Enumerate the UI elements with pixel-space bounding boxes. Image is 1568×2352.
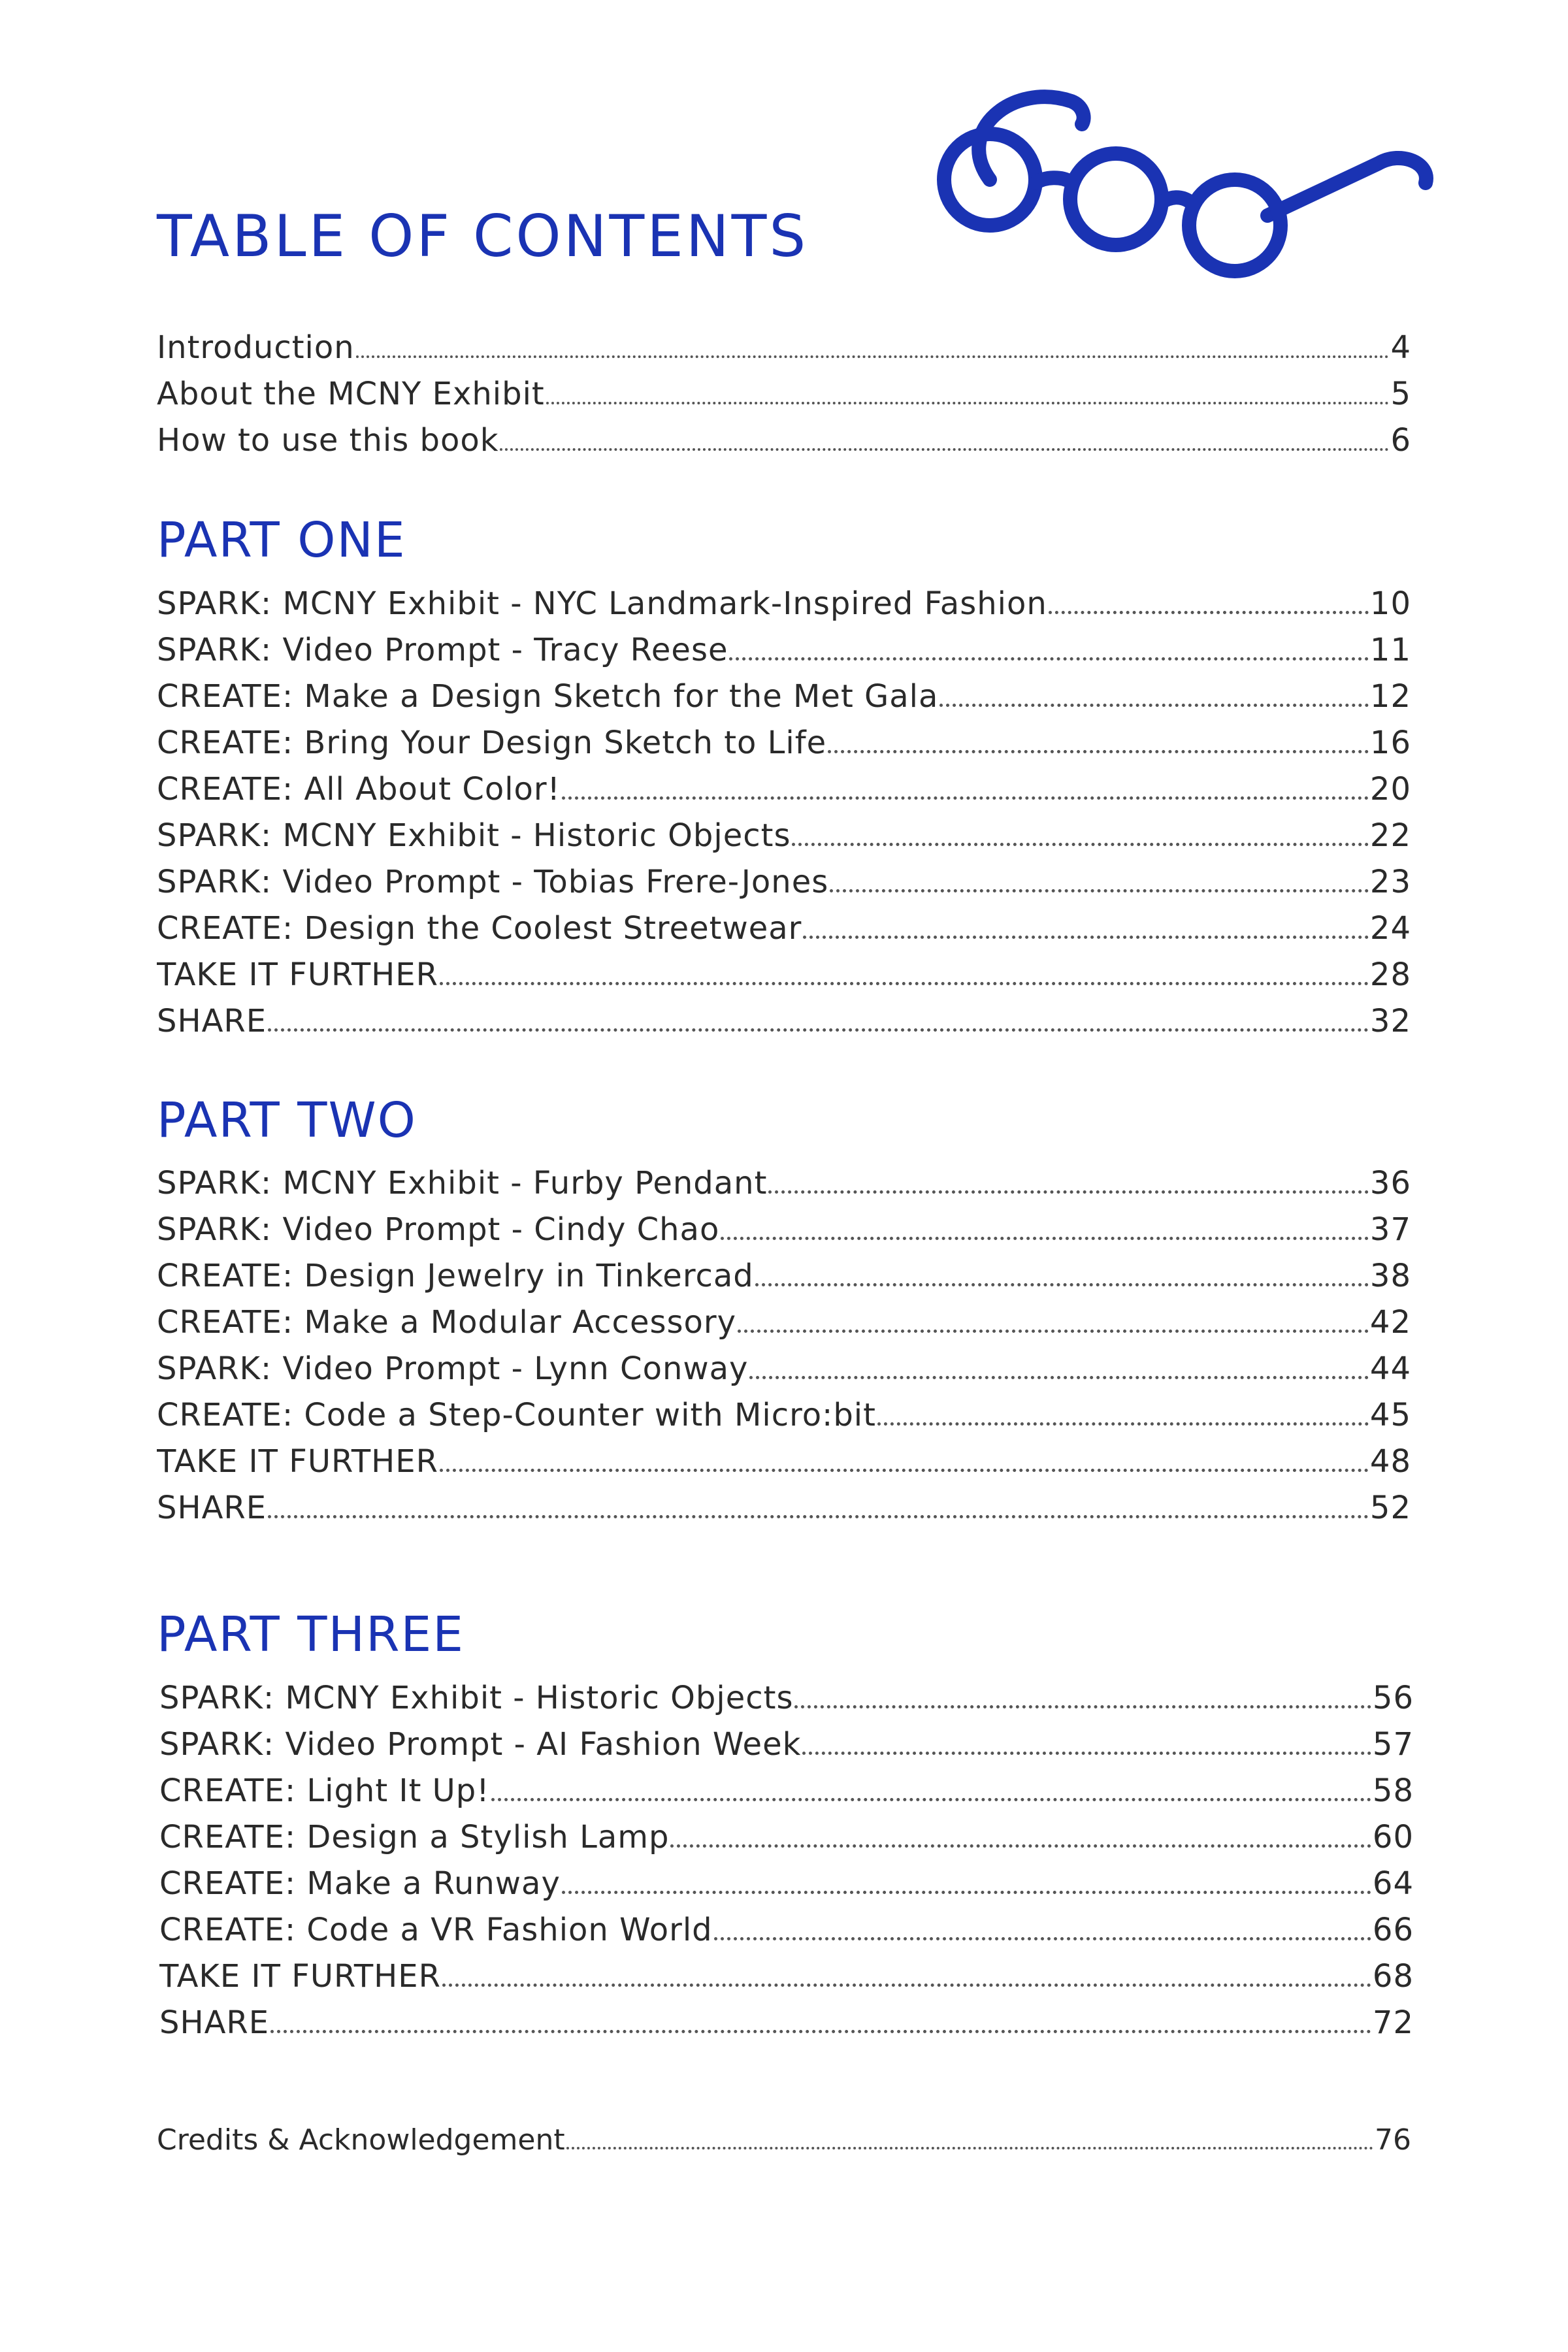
toc-entry-label: CREATE: Light It Up! — [159, 1772, 490, 1809]
toc-entry-page: 45 — [1369, 1397, 1411, 1433]
toc-entry-label: How to use this book — [157, 422, 499, 459]
toc-entry-page: 5 — [1390, 376, 1411, 412]
dotted-leader — [442, 1974, 1371, 1987]
front-matter-list — [157, 329, 1411, 468]
section-heading-part-three: PART THREE — [157, 1607, 465, 1663]
dotted-leader — [491, 1789, 1371, 1801]
toc-entry-page: 42 — [1369, 1304, 1411, 1341]
dotted-leader — [755, 1274, 1369, 1286]
dotted-leader — [768, 1181, 1369, 1194]
dotted-leader — [546, 393, 1390, 404]
toc-entry-label: SPARK: MCNY Exhibit - Historic Objects — [159, 1680, 794, 1716]
page-title: TABLE OF CONTENTS — [157, 203, 809, 270]
toc-entry-label: Credits & Acknowledgement — [157, 2123, 565, 2157]
toc-entry-page: 38 — [1369, 1258, 1411, 1294]
toc-entry[interactable] — [157, 376, 1411, 422]
toc-entry[interactable] — [159, 1958, 1414, 2004]
toc-entry[interactable] — [157, 422, 1411, 468]
toc-entry[interactable] — [157, 329, 1411, 376]
toc-entry-label: CREATE: Make a Runway — [159, 1865, 561, 1902]
toc-entry-label: CREATE: Design a Stylish Lamp — [159, 1819, 670, 1855]
toc-entry[interactable] — [157, 632, 1411, 678]
toc-entry[interactable] — [157, 817, 1411, 864]
toc-entry-label: SHARE — [157, 1490, 267, 1526]
dotted-leader — [738, 1320, 1369, 1333]
toc-entry[interactable] — [159, 1680, 1414, 1726]
toc-entry[interactable] — [159, 1912, 1414, 1958]
toc-entry-page: 10 — [1369, 585, 1411, 622]
part-two-list — [157, 1165, 1411, 1536]
toc-entry-page: 66 — [1372, 1912, 1414, 1948]
toc-entry-page: 23 — [1369, 864, 1411, 900]
toc-entry[interactable] — [157, 1258, 1411, 1304]
dotted-leader — [268, 1506, 1369, 1518]
toc-entry-page: 52 — [1369, 1490, 1411, 1526]
dotted-leader — [440, 1460, 1369, 1472]
toc-entry-page: 28 — [1369, 956, 1411, 993]
toc-entry-page: 68 — [1372, 1958, 1414, 1995]
dotted-leader — [670, 1835, 1371, 1848]
dotted-leader — [803, 926, 1369, 939]
toc-entry-label: SHARE — [157, 1003, 267, 1039]
dotted-leader — [939, 694, 1369, 707]
toc-entry-label: SPARK: Video Prompt - Lynn Conway — [157, 1350, 749, 1387]
toc-entry[interactable] — [157, 1443, 1411, 1490]
toc-entry-label: About the MCNY Exhibit — [157, 376, 545, 412]
toc-entry-page: 64 — [1372, 1865, 1414, 1902]
dotted-leader — [566, 2138, 1373, 2149]
toc-entry-label: TAKE IT FURTHER — [159, 1958, 441, 1995]
toc-entry-label: CREATE: Make a Design Sketch for the Met Gala — [157, 678, 939, 715]
toc-entry-label: CREATE: Bring Your Design Sketch to Life — [157, 725, 827, 761]
dotted-leader — [714, 1928, 1371, 1940]
toc-entry-page: 32 — [1369, 1003, 1411, 1039]
toc-entry-page: 60 — [1372, 1819, 1414, 1855]
round-eyeglasses-icon — [915, 85, 1437, 301]
section-heading-part-one: PART ONE — [157, 512, 406, 568]
toc-entry[interactable] — [157, 725, 1411, 771]
dotted-leader — [749, 1367, 1368, 1379]
toc-entry-page: 56 — [1372, 1680, 1414, 1716]
toc-entry[interactable] — [157, 1350, 1411, 1397]
toc-entry-page: 4 — [1390, 329, 1411, 366]
toc-entry-page: 12 — [1369, 678, 1411, 715]
dotted-leader — [1049, 602, 1369, 614]
dotted-leader — [877, 1413, 1369, 1426]
toc-entry-label: CREATE: Code a VR Fashion World — [159, 1912, 713, 1948]
back-matter-list — [157, 2123, 1411, 2168]
toc-entry-page: 37 — [1369, 1211, 1411, 1248]
dotted-leader — [268, 1019, 1369, 1032]
toc-entry-page: 58 — [1372, 1772, 1414, 1809]
toc-entry-label: CREATE: Make a Modular Accessory — [157, 1304, 736, 1341]
dotted-leader — [562, 1882, 1371, 1894]
dotted-leader — [270, 2021, 1371, 2033]
toc-entry-page: 16 — [1369, 725, 1411, 761]
toc-entry-label: TAKE IT FURTHER — [157, 956, 438, 993]
toc-entry-page: 48 — [1369, 1443, 1411, 1480]
dotted-leader — [440, 973, 1369, 985]
toc-entry[interactable] — [157, 1211, 1411, 1258]
toc-entry-label: CREATE: Code a Step-Counter with Micro:bit — [157, 1397, 876, 1433]
toc-entry[interactable] — [159, 1772, 1414, 1819]
section-heading-part-two: PART TWO — [157, 1092, 417, 1149]
toc-entry[interactable] — [159, 1865, 1414, 1912]
toc-entry-label: SPARK: Video Prompt - Cindy Chao — [157, 1211, 720, 1248]
toc-entry-label: SHARE — [159, 2004, 270, 2041]
toc-entry[interactable] — [157, 1304, 1411, 1350]
part-three-list — [159, 1680, 1414, 2051]
dotted-leader — [356, 346, 1390, 358]
toc-entry-label: CREATE: All About Color! — [157, 771, 561, 808]
dotted-leader — [794, 1696, 1371, 1708]
toc-entry-label: SPARK: Video Prompt - Tobias Frere-Jones — [157, 864, 829, 900]
toc-entry[interactable] — [157, 956, 1411, 1003]
toc-entry-page: 57 — [1372, 1726, 1414, 1763]
toc-entry[interactable] — [157, 1397, 1411, 1443]
toc-entry[interactable] — [157, 1165, 1411, 1211]
dotted-leader — [802, 1742, 1371, 1755]
toc-entry-page: 22 — [1369, 817, 1411, 854]
toc-entry-label: SPARK: MCNY Exhibit - Furby Pendant — [157, 1165, 768, 1201]
toc-entry-label: Introduction — [157, 329, 355, 366]
dotted-leader — [830, 880, 1369, 892]
toc-entry-label: SPARK: MCNY Exhibit - NYC Landmark-Inspired Fashion — [157, 585, 1047, 622]
toc-entry-page: 72 — [1372, 2004, 1414, 2041]
toc-entry[interactable] — [157, 585, 1411, 632]
toc-entry-label: SPARK: Video Prompt - AI Fashion Week — [159, 1726, 802, 1763]
dotted-leader — [562, 787, 1369, 800]
dotted-leader — [729, 648, 1368, 661]
dotted-leader — [500, 439, 1389, 451]
toc-entry[interactable] — [157, 1003, 1411, 1049]
toc-entry[interactable] — [157, 678, 1411, 725]
toc-entry-page: 76 — [1375, 2123, 1411, 2157]
toc-entry[interactable] — [157, 864, 1411, 910]
toc-entry-page: 44 — [1369, 1350, 1411, 1387]
toc-entry-page: 20 — [1369, 771, 1411, 808]
toc-entry-label: SPARK: MCNY Exhibit - Historic Objects — [157, 817, 791, 854]
toc-entry[interactable] — [157, 771, 1411, 817]
toc-entry-page: 6 — [1390, 422, 1411, 459]
toc-entry[interactable] — [157, 910, 1411, 956]
toc-entry-page: 24 — [1369, 910, 1411, 947]
toc-entry[interactable] — [159, 1819, 1414, 1865]
toc-entry[interactable] — [159, 2004, 1414, 2051]
dotted-leader — [721, 1228, 1369, 1240]
toc-entry-page: 11 — [1369, 632, 1411, 668]
toc-entry-label: SPARK: Video Prompt - Tracy Reese — [157, 632, 728, 668]
toc-entry[interactable] — [157, 2123, 1411, 2168]
toc-entry-page: 36 — [1369, 1165, 1411, 1201]
toc-entry-label: CREATE: Design the Coolest Streetwear — [157, 910, 802, 947]
toc-entry-label: CREATE: Design Jewelry in Tinkercad — [157, 1258, 754, 1294]
part-one-list — [157, 585, 1411, 1049]
toc-entry-label: TAKE IT FURTHER — [157, 1443, 438, 1480]
toc-entry[interactable] — [157, 1490, 1411, 1536]
toc-entry[interactable] — [159, 1726, 1414, 1772]
dotted-leader — [792, 834, 1368, 846]
dotted-leader — [828, 741, 1369, 753]
